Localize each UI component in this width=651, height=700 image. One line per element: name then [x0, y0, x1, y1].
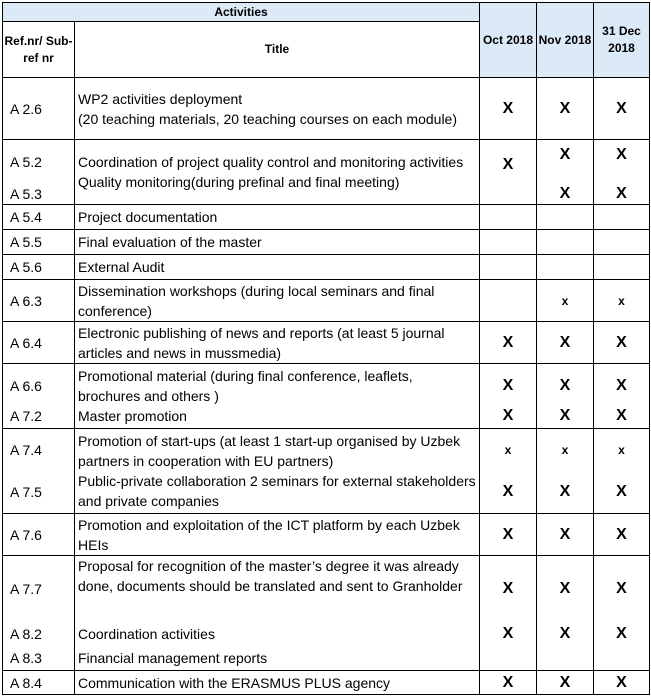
mark-oct: [480, 255, 537, 280]
ref-cell: A 5.6: [3, 255, 75, 280]
mark: X: [559, 407, 571, 424]
title-line: Master promotion: [78, 408, 187, 424]
ref-line: A 5.2: [10, 154, 42, 170]
mark-oct: [480, 230, 537, 255]
mark-dec: [594, 364, 650, 429]
mark: X: [616, 625, 627, 642]
ref-cell: A 2.6: [3, 78, 75, 140]
mark-dec: [594, 140, 650, 205]
mark-oct: [480, 429, 537, 514]
title-line: Promotional material (during final conference, leaflets, brochures and others ): [78, 368, 413, 404]
mark: X: [616, 146, 627, 163]
title-cell: [75, 556, 480, 671]
ref-line: A 7.4: [10, 442, 42, 458]
mark: x: [504, 443, 512, 457]
month-header-oct: Oct 2018: [480, 3, 537, 78]
mark-nov: [537, 140, 594, 205]
mark: X: [559, 625, 571, 642]
activities-table: [2, 2, 650, 695]
ref-cell: A 5.5: [3, 230, 75, 255]
mark: x: [561, 443, 569, 457]
mark-nov: [537, 556, 594, 671]
mark-nov: X: [537, 78, 594, 140]
mark-dec: x: [594, 280, 650, 322]
mark: X: [502, 377, 514, 394]
table-row: [3, 230, 650, 255]
mark-nov: [537, 364, 594, 429]
title-line: Promotion of start-ups (at least 1 start-up organised by Uzbek partners in cooperation with EU partners): [78, 433, 461, 469]
title-line: Coordination of project quality control and monitoring activities: [78, 154, 464, 170]
title-cell: External Audit: [75, 255, 480, 280]
mark-dec: X: [594, 78, 650, 140]
table-row: [3, 322, 650, 364]
mark-nov: X: [537, 671, 594, 695]
mark: X: [559, 185, 571, 202]
mark: X: [502, 407, 514, 424]
table-row: [3, 429, 650, 514]
mark-nov: x: [537, 280, 594, 322]
table-row: [3, 205, 650, 230]
mark-dec: X: [594, 322, 650, 364]
ref-cell: [3, 429, 75, 514]
title-cell: Promotion and exploitation of the ICT platform by each Uzbek HEIs: [75, 514, 480, 556]
mark-nov: [537, 429, 594, 514]
mark: X: [616, 580, 627, 597]
mark: X: [616, 377, 627, 394]
mark-nov: [537, 255, 594, 280]
ref-line: A 8.3: [10, 650, 42, 666]
mark-nov: X: [537, 514, 594, 556]
mark-dec: X: [594, 514, 650, 556]
ref-line: A 7.7: [10, 581, 42, 597]
mark: X: [559, 146, 571, 163]
mark: X: [559, 483, 571, 500]
title-line: Financial management reports: [78, 650, 268, 666]
mark-nov: [537, 205, 594, 230]
mark-dec: [594, 230, 650, 255]
mark-dec: X: [594, 671, 650, 695]
mark-dec: [594, 556, 650, 671]
title-header: Title: [75, 22, 480, 78]
mark-oct: X: [480, 671, 537, 695]
ref-cell: A 6.3: [3, 280, 75, 322]
title-line: Proposal for recognition of the master’s degree it was already done, documents should be translated and sent to Granholder: [78, 558, 463, 594]
ref-cell: A 7.6: [3, 514, 75, 556]
mark: X: [502, 483, 514, 500]
mark: x: [618, 443, 625, 457]
mark: [537, 646, 593, 670]
mark: X: [502, 156, 514, 173]
ref-line: A 7.2: [10, 408, 42, 424]
title-line: Public-private collaboration 2 seminars for external stakeholders and private companies: [78, 473, 476, 509]
mark-dec: [594, 429, 650, 514]
mark-oct: X: [480, 514, 537, 556]
mark: [594, 646, 649, 670]
month-header-dec: 31 Dec 2018: [594, 3, 650, 78]
mark: X: [559, 377, 571, 394]
mark-dec: [594, 205, 650, 230]
title-cell: Dissemination workshops (during local seminars and final conference): [75, 280, 480, 322]
title-cell: [75, 78, 480, 140]
ref-cell: [3, 556, 75, 671]
ref-header: Ref.nr/ Sub-ref nr: [3, 22, 75, 78]
ref-cell: A 6.4: [3, 322, 75, 364]
title-line: Coordination activities: [78, 626, 215, 642]
ref-line: A 5.3: [10, 186, 42, 202]
mark-dec: [594, 255, 650, 280]
mark: X: [616, 483, 627, 500]
table-row: [3, 364, 650, 429]
title-cell: Final evaluation of the master: [75, 230, 480, 255]
title-cell: [75, 364, 480, 429]
mark-oct: [480, 140, 537, 205]
mark-oct: [480, 364, 537, 429]
table-row: [3, 514, 650, 556]
title-cell: Project documentation: [75, 205, 480, 230]
title-line: Quality monitoring(during prefinal and final meeting): [78, 174, 400, 190]
ref-cell: [3, 140, 75, 205]
ref-line: A 7.5: [10, 484, 42, 500]
mark-oct: X: [480, 78, 537, 140]
title-line: WP2 activities deployment (20 teaching materials, 20 teaching courses on each module): [78, 90, 457, 127]
mark-oct: [480, 556, 537, 671]
ref-line: A 8.2: [10, 626, 42, 642]
title-cell: Communication with the ERASMUS PLUS agency: [75, 671, 480, 695]
mark: [480, 646, 536, 670]
table-row: [3, 78, 650, 140]
table-row: [3, 671, 650, 695]
ref-cell: [3, 364, 75, 429]
ref-cell: A 8.4: [3, 671, 75, 695]
table-row: [3, 556, 650, 671]
mark-oct: X: [480, 322, 537, 364]
month-header-nov: Nov 2018: [537, 3, 594, 78]
mark: X: [559, 580, 571, 597]
mark: X: [502, 625, 514, 642]
mark-oct: [480, 280, 537, 322]
mark-oct: [480, 205, 537, 230]
ref-cell: A 5.4: [3, 205, 75, 230]
title-cell: [75, 140, 480, 205]
mark: X: [502, 580, 514, 597]
table-row: [3, 280, 650, 322]
mark-nov: [537, 230, 594, 255]
table-row: [3, 140, 650, 205]
title-cell: [75, 429, 480, 514]
title-cell: Electronic publishing of news and reports (at least 5 journal articles and news in mussmedia): [75, 322, 480, 364]
ref-line: A 6.6: [10, 378, 42, 394]
table-row: [3, 255, 650, 280]
activities-header: Activities: [3, 3, 480, 22]
mark: X: [616, 407, 627, 424]
mark: X: [616, 185, 627, 202]
mark-nov: X: [537, 322, 594, 364]
